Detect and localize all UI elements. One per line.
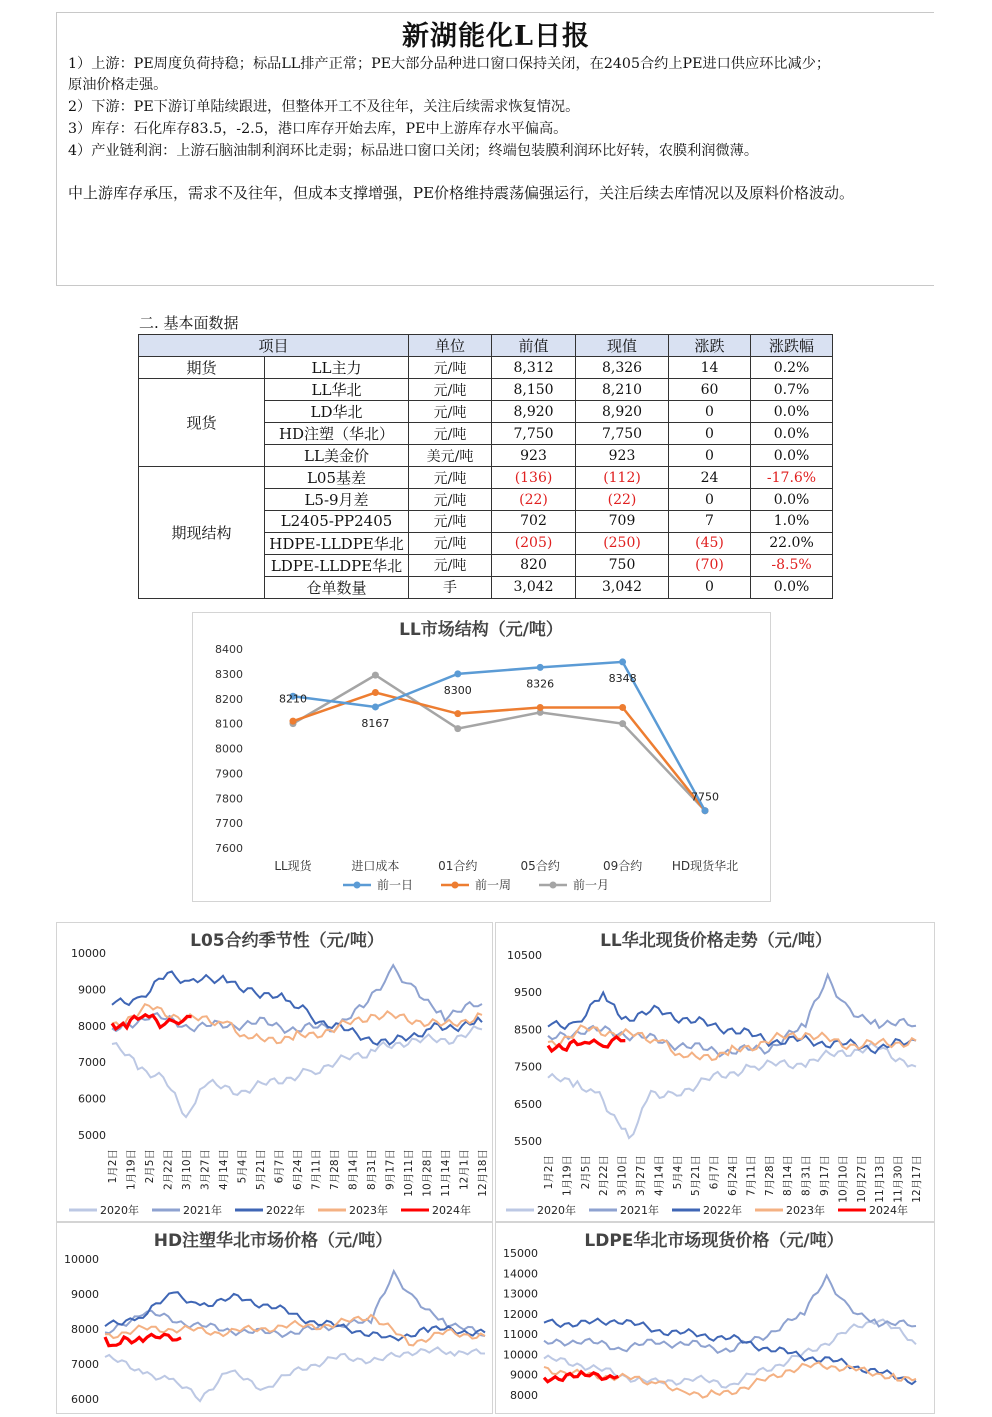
series-line bbox=[548, 992, 916, 1053]
table-cell-item: LL美金价 bbox=[265, 445, 409, 467]
table-cell-unit: 元/吨 bbox=[409, 511, 492, 533]
table-cell-chg: 0 bbox=[669, 576, 751, 598]
x-tick-label: 7月11日 bbox=[745, 1155, 758, 1197]
data-label: 8326 bbox=[526, 677, 555, 691]
table-cell-cur: 8,326 bbox=[576, 357, 669, 379]
table-cell-cur: 8,210 bbox=[576, 379, 669, 401]
y-tick-label: 10500 bbox=[507, 949, 542, 962]
x-tick-label: HD现货华北 bbox=[671, 859, 739, 873]
report-title: 新湖能化L日报 bbox=[402, 21, 590, 52]
table-cell-cur: 709 bbox=[576, 511, 669, 533]
x-tick-label: 6月24日 bbox=[292, 1149, 304, 1191]
series-line bbox=[105, 1271, 485, 1337]
y-tick-label: 6500 bbox=[514, 1097, 542, 1111]
x-tick-label: 5月4日 bbox=[236, 1149, 249, 1184]
x-tick-label: 4月14日 bbox=[653, 1155, 666, 1197]
section-heading: 二. 基本面数据 bbox=[139, 314, 239, 332]
header-cur: 现值 bbox=[576, 335, 669, 357]
x-tick-label: 8月31日 bbox=[800, 1155, 813, 1197]
series-line bbox=[105, 1334, 181, 1345]
x-tick-label: 2月5日 bbox=[579, 1155, 592, 1190]
summary-conclusion: 中上游库存承压，需求不及往年，但成本支撑增强，PE价格维持震荡偏强运行，关注后续去库情况以及原料价格波动。 bbox=[68, 184, 855, 202]
table-cell-prev: 8,312 bbox=[492, 357, 576, 379]
data-point bbox=[372, 672, 379, 679]
x-tick-label: 8月14日 bbox=[347, 1149, 360, 1191]
table-group-label: 期货 bbox=[139, 357, 265, 379]
data-label: 8167 bbox=[361, 716, 390, 730]
y-tick-label: 9000 bbox=[71, 1288, 99, 1301]
data-label: 8348 bbox=[608, 671, 637, 685]
chart-title: HD注塑华北市场价格（元/吨） bbox=[153, 1231, 393, 1251]
y-tick-label: 10000 bbox=[503, 1348, 538, 1362]
fundamentals-table bbox=[138, 334, 833, 599]
x-tick-label: 7月28日 bbox=[763, 1155, 776, 1197]
legend-label: 2023年 bbox=[786, 1204, 825, 1217]
summary-line-2: 原油价格走强。 bbox=[68, 77, 168, 93]
table-cell-prev: (22) bbox=[492, 489, 576, 511]
table-cell-cur: 923 bbox=[576, 445, 669, 467]
table-body bbox=[139, 357, 833, 599]
data-point bbox=[454, 725, 461, 732]
header-prev: 前值 bbox=[492, 335, 576, 357]
y-tick-label: 7700 bbox=[215, 817, 243, 831]
y-tick-label: 7800 bbox=[215, 792, 243, 806]
data-point bbox=[619, 704, 626, 711]
legend-label: 2023年 bbox=[349, 1204, 388, 1217]
y-tick-label: 5000 bbox=[78, 1129, 106, 1142]
series-line bbox=[105, 1315, 485, 1345]
legend-label: 2022年 bbox=[703, 1204, 742, 1217]
x-tick-label: 4月14日 bbox=[218, 1149, 230, 1191]
header-item: 项目 bbox=[139, 335, 409, 357]
l05-seasonal-chart bbox=[57, 923, 492, 1221]
table-cell-pct: 0.7% bbox=[751, 379, 833, 401]
table-cell-chg: 60 bbox=[669, 379, 751, 401]
y-tick-label: 6000 bbox=[78, 1092, 106, 1106]
series-line bbox=[544, 1275, 916, 1352]
legend-label: 前一周 bbox=[475, 878, 512, 892]
y-tick-label: 10000 bbox=[71, 947, 106, 960]
legend-label: 2021年 bbox=[620, 1204, 659, 1217]
x-tick-label: 9月17日 bbox=[384, 1149, 397, 1191]
x-tick-label: 12月17日 bbox=[911, 1155, 923, 1203]
table-cell-prev: 7,750 bbox=[492, 423, 576, 445]
table-cell-unit: 元/吨 bbox=[409, 532, 492, 554]
table-cell-pct: 0.0% bbox=[751, 401, 833, 423]
x-tick-label: 5月21日 bbox=[690, 1155, 703, 1197]
chart-title: LL华北现货价格走势（元/吨） bbox=[600, 931, 832, 951]
y-tick-label: 7000 bbox=[78, 1056, 106, 1070]
table-cell-pct: 0.2% bbox=[751, 357, 833, 379]
hd-injection-chart bbox=[57, 1223, 492, 1413]
table-cell-item: LL华北 bbox=[265, 379, 409, 401]
legend-label: 前一日 bbox=[377, 878, 414, 892]
chart-title: LL市场结构（元/吨） bbox=[399, 620, 563, 640]
data-point bbox=[619, 658, 626, 665]
table-cell-unit: 元/吨 bbox=[409, 423, 492, 445]
table-row bbox=[139, 467, 833, 489]
x-tick-label: 1月2日 bbox=[543, 1155, 555, 1190]
table-cell-chg: (70) bbox=[669, 554, 751, 576]
l05-seasonal-chart-panel bbox=[56, 922, 493, 1222]
x-tick-label: 7月11日 bbox=[310, 1149, 323, 1191]
data-point bbox=[619, 720, 626, 727]
table-cell-unit: 元/吨 bbox=[409, 401, 492, 423]
ll-north-spot-chart-panel bbox=[495, 922, 935, 1222]
legend-label: 2020年 bbox=[537, 1204, 576, 1217]
x-tick-label: 11月14日 bbox=[440, 1149, 452, 1197]
table-cell-cur: 7,750 bbox=[576, 423, 669, 445]
table-cell-pct: 22.0% bbox=[751, 532, 833, 554]
table-cell-chg: (45) bbox=[669, 532, 751, 554]
legend-label: 前一月 bbox=[573, 878, 610, 892]
y-tick-label: 14000 bbox=[503, 1267, 538, 1281]
x-tick-label: 1月2日 bbox=[107, 1149, 119, 1184]
y-tick-label: 8400 bbox=[215, 643, 243, 656]
y-tick-label: 9500 bbox=[514, 986, 542, 1000]
table-cell-prev: 702 bbox=[492, 511, 576, 533]
table-cell-pct: 0.0% bbox=[751, 423, 833, 445]
table-cell-cur: (112) bbox=[576, 467, 669, 489]
table-cell-item: LL主力 bbox=[265, 357, 409, 379]
x-tick-label: 2月22日 bbox=[162, 1149, 175, 1191]
series-line bbox=[293, 693, 705, 811]
y-tick-label: 10000 bbox=[64, 1253, 99, 1266]
table-cell-chg: 0 bbox=[669, 423, 751, 445]
y-tick-label: 8300 bbox=[215, 667, 243, 681]
table-cell-item: HDPE-LLDPE华北 bbox=[265, 532, 409, 554]
summary-line-5: 4）产业链利润：上游石脑油制利润环比走弱；标品进口窗口关闭；终端包装膜利润环比好转，农膜利润微薄。 bbox=[68, 143, 759, 159]
y-tick-label: 15000 bbox=[503, 1247, 538, 1260]
legend-label: 2022年 bbox=[266, 1204, 305, 1217]
ll-structure-chart-panel bbox=[192, 612, 771, 902]
y-tick-label: 7500 bbox=[514, 1060, 542, 1074]
legend-label: 2024年 bbox=[432, 1204, 471, 1217]
series-line bbox=[548, 1026, 916, 1061]
table-cell-cur: 8,920 bbox=[576, 401, 669, 423]
table-group-label: 期现结构 bbox=[139, 467, 265, 599]
table-cell-pct: -17.6% bbox=[751, 467, 833, 489]
table-cell-pct: 0.0% bbox=[751, 576, 833, 598]
table-cell-unit: 元/吨 bbox=[409, 467, 492, 489]
x-tick-label: 10月28日 bbox=[421, 1149, 434, 1197]
chart-title: L05合约季节性（元/吨） bbox=[190, 931, 384, 951]
x-tick-label: 6月7日 bbox=[708, 1155, 721, 1190]
table-header-row bbox=[139, 335, 833, 357]
x-tick-label: 3月27日 bbox=[199, 1149, 212, 1191]
table-cell-item: L2405-PP2405 bbox=[265, 511, 409, 533]
data-label: 7750 bbox=[691, 790, 719, 804]
series-line bbox=[293, 675, 705, 811]
legend-marker bbox=[354, 882, 361, 889]
data-point bbox=[372, 689, 379, 696]
series-line bbox=[112, 1026, 482, 1117]
x-tick-label: 2月5日 bbox=[144, 1149, 156, 1184]
table-cell-prev: (136) bbox=[492, 467, 576, 489]
table-cell-chg: 24 bbox=[669, 467, 751, 489]
data-point bbox=[537, 704, 544, 711]
table-cell-prev: 8,920 bbox=[492, 401, 576, 423]
y-tick-label: 13000 bbox=[503, 1287, 538, 1301]
x-tick-label: 5月4日 bbox=[671, 1155, 684, 1190]
x-tick-label: 6月7日 bbox=[273, 1149, 286, 1184]
table-cell-unit: 元/吨 bbox=[409, 379, 492, 401]
table-cell-item: LDPE-LLDPE华北 bbox=[265, 554, 409, 576]
y-tick-label: 5500 bbox=[514, 1135, 542, 1148]
summary-line-1: 1）上游：PE周度负荷持稳；标品LL排产正常；PE大部分品种进口窗口保持关闭，在2405合约上PE进口供应环比减少； bbox=[68, 56, 831, 72]
y-tick-label: 7000 bbox=[71, 1358, 99, 1371]
table-cell-item: HD注塑（华北） bbox=[265, 423, 409, 445]
table-cell-unit: 手 bbox=[409, 576, 492, 598]
x-tick-label: 8月14日 bbox=[782, 1155, 795, 1197]
x-tick-label: 12月18日 bbox=[477, 1149, 489, 1197]
hd-injection-chart-panel bbox=[56, 1222, 493, 1414]
x-tick-label: LL现货 bbox=[274, 859, 312, 873]
summary-line-4: 3）库存：石化库存83.5，-2.5，港口库存开始去库，PE中上游库存水平偏高。 bbox=[68, 121, 568, 137]
table-cell-pct: 1.0% bbox=[751, 511, 833, 533]
x-tick-label: 11月13日 bbox=[874, 1155, 887, 1203]
y-tick-label: 8100 bbox=[215, 717, 243, 731]
table-cell-pct: -8.5% bbox=[751, 554, 833, 576]
x-tick-label: 8月31日 bbox=[366, 1149, 378, 1191]
x-tick-label: 9月17日 bbox=[819, 1155, 831, 1197]
series-line bbox=[548, 1043, 916, 1138]
series-line bbox=[544, 1362, 916, 1397]
x-tick-label: 05合约 bbox=[520, 859, 560, 873]
table-cell-prev: 923 bbox=[492, 445, 576, 467]
ll-north-spot-chart bbox=[496, 923, 934, 1221]
y-tick-label: 12000 bbox=[503, 1307, 538, 1321]
legend-marker bbox=[550, 882, 557, 889]
table-cell-prev: 8,150 bbox=[492, 379, 576, 401]
table-row bbox=[139, 357, 833, 379]
x-tick-label: 进口成本 bbox=[351, 859, 400, 873]
series-line bbox=[548, 1037, 625, 1051]
series-line bbox=[293, 662, 705, 811]
y-tick-label: 8000 bbox=[71, 1323, 99, 1336]
table-cell-cur: 750 bbox=[576, 554, 669, 576]
data-point bbox=[537, 664, 544, 671]
legend-label: 2021年 bbox=[183, 1204, 222, 1217]
header-pct: 涨跌幅 bbox=[751, 335, 833, 357]
data-point bbox=[702, 807, 709, 814]
data-label: 8210 bbox=[279, 692, 307, 706]
y-tick-label: 8500 bbox=[514, 1023, 542, 1037]
table-cell-cur: 3,042 bbox=[576, 576, 669, 598]
ldpe-north-chart-panel bbox=[495, 1222, 935, 1414]
header-change: 涨跌 bbox=[669, 335, 751, 357]
x-tick-label: 5月21日 bbox=[255, 1149, 267, 1191]
data-point bbox=[454, 670, 461, 677]
series-line bbox=[112, 971, 482, 1044]
data-point bbox=[372, 703, 379, 710]
x-tick-label: 3月27日 bbox=[635, 1155, 647, 1197]
y-tick-label: 6000 bbox=[71, 1393, 99, 1406]
x-tick-label: 1月19日 bbox=[561, 1155, 574, 1197]
x-tick-label: 6月24日 bbox=[727, 1155, 739, 1197]
table-cell-chg: 0 bbox=[669, 445, 751, 467]
y-tick-label: 8000 bbox=[215, 742, 243, 756]
data-point bbox=[290, 718, 297, 725]
table-cell-cur: (250) bbox=[576, 532, 669, 554]
x-tick-label: 10月11日 bbox=[403, 1149, 415, 1197]
x-tick-label: 11月30日 bbox=[892, 1155, 905, 1203]
table-cell-prev: 3,042 bbox=[492, 576, 576, 598]
legend-label: 2020年 bbox=[100, 1204, 139, 1217]
y-tick-label: 9000 bbox=[78, 983, 106, 997]
y-tick-label: 7600 bbox=[215, 842, 243, 855]
table-cell-chg: 0 bbox=[669, 401, 751, 423]
x-tick-label: 12月1日 bbox=[458, 1149, 471, 1191]
table-cell-chg: 14 bbox=[669, 357, 751, 379]
table-cell-unit: 美元/吨 bbox=[409, 445, 492, 467]
x-tick-label: 1月19日 bbox=[125, 1149, 138, 1191]
table-cell-unit: 元/吨 bbox=[409, 357, 492, 379]
y-tick-label: 8200 bbox=[215, 692, 243, 706]
table-cell-chg: 0 bbox=[669, 489, 751, 511]
summary-line-3: 2）下游：PE下游订单陆续跟进，但整体开工不及往年，关注后续需求恢复情况。 bbox=[68, 99, 580, 115]
table-row bbox=[139, 379, 833, 401]
table-cell-item: L05基差 bbox=[265, 467, 409, 489]
table-cell-unit: 元/吨 bbox=[409, 554, 492, 576]
x-tick-label: 3月10日 bbox=[616, 1155, 629, 1197]
y-tick-label: 8000 bbox=[78, 1019, 106, 1033]
legend-label: 2024年 bbox=[869, 1204, 908, 1217]
y-tick-label: 8000 bbox=[510, 1389, 538, 1402]
x-tick-label: 3月10日 bbox=[181, 1149, 193, 1191]
table-cell-unit: 元/吨 bbox=[409, 489, 492, 511]
table-group-label: 现货 bbox=[139, 379, 265, 467]
table-cell-prev: (205) bbox=[492, 532, 576, 554]
x-tick-label: 10月27日 bbox=[855, 1155, 868, 1203]
table-cell-item: LD华北 bbox=[265, 401, 409, 423]
data-point bbox=[454, 710, 461, 717]
series-line bbox=[105, 1347, 485, 1401]
chart-title: LDPE华北市场现货价格（元/吨） bbox=[584, 1231, 844, 1251]
x-tick-label: 09合约 bbox=[602, 859, 643, 873]
ll-structure-chart bbox=[193, 613, 770, 901]
y-tick-label: 7900 bbox=[215, 767, 243, 781]
y-tick-label: 11000 bbox=[503, 1328, 538, 1342]
table-cell-pct: 0.0% bbox=[751, 445, 833, 467]
table-cell-item: 仓单数量 bbox=[265, 576, 409, 598]
ldpe-north-chart bbox=[496, 1223, 934, 1413]
x-tick-label: 10月10日 bbox=[837, 1155, 850, 1203]
table-cell-chg: 7 bbox=[669, 511, 751, 533]
x-tick-label: 2月22日 bbox=[598, 1155, 611, 1197]
x-tick-label: 7月28日 bbox=[329, 1149, 341, 1191]
legend-marker bbox=[452, 882, 459, 889]
table-cell-item: L5-9月差 bbox=[265, 489, 409, 511]
series-line bbox=[548, 975, 916, 1057]
x-tick-label: 01合约 bbox=[438, 859, 478, 873]
table-cell-prev: 820 bbox=[492, 554, 576, 576]
table-cell-cur: (22) bbox=[576, 489, 669, 511]
header-unit: 单位 bbox=[409, 335, 492, 357]
table-cell-pct: 0.0% bbox=[751, 489, 833, 511]
y-tick-label: 9000 bbox=[510, 1368, 538, 1382]
data-label: 8300 bbox=[443, 683, 472, 697]
